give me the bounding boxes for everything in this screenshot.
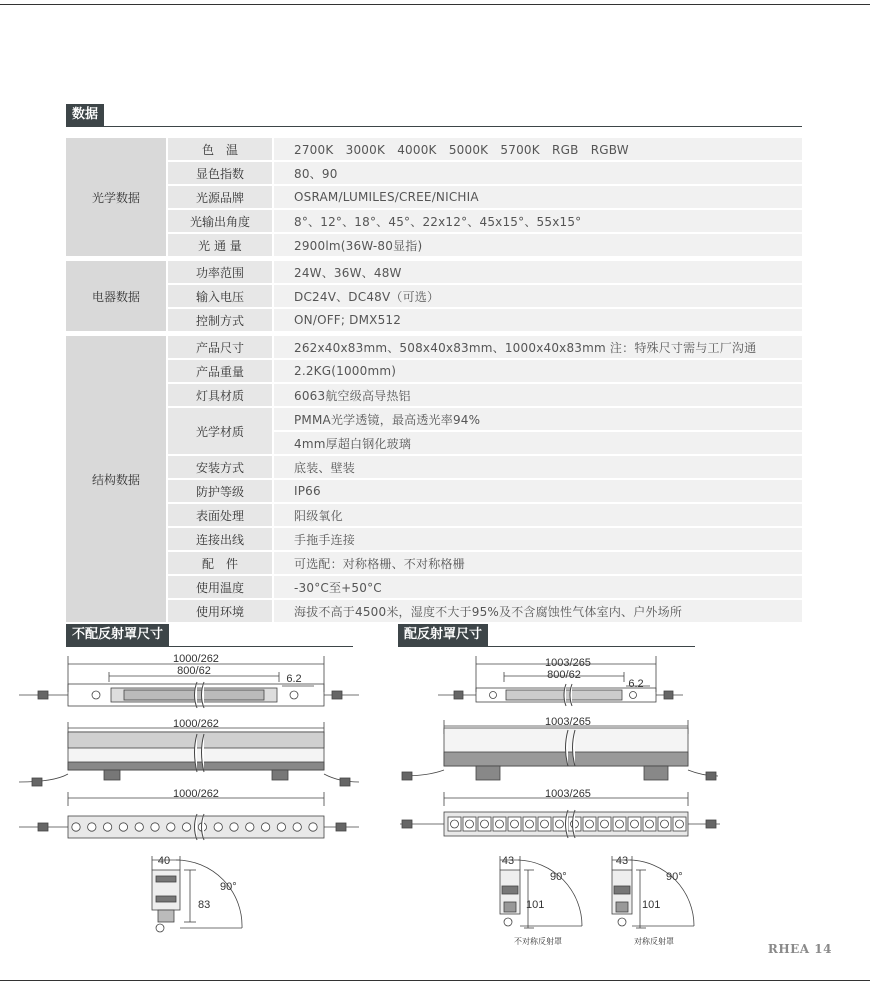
led-lens-dot (293, 823, 301, 831)
left-dim-front: 1000/262 (173, 788, 219, 800)
led-lens-dot (586, 820, 594, 828)
spec-label: 使用环境 (168, 600, 274, 622)
left-dim-total: 1000/262 (173, 653, 219, 665)
led-lens-dot (214, 823, 222, 831)
spec-label: 产品尺寸 (168, 336, 274, 358)
right-sym-end-height: 101 (642, 899, 661, 911)
left-dim-small: 6.2 (286, 673, 302, 685)
spec-row (66, 234, 802, 256)
led-lens-dot (466, 820, 474, 828)
spec-label: 光 通 量 (168, 234, 274, 256)
led-lens-dot (601, 820, 609, 828)
led-lens-dot (556, 820, 564, 828)
spec-row (66, 408, 802, 430)
spec-value: 底装、壁装 (274, 456, 802, 478)
led-lens-dot (72, 823, 80, 831)
led-lens-dot (661, 820, 669, 828)
led-lens-dot (676, 820, 684, 828)
led-lens-dot (119, 823, 127, 831)
top-rule (0, 4, 870, 5)
right-end-view-asym-drawing (488, 850, 598, 950)
spec-label: 防护等级 (168, 480, 274, 502)
caption-asym: 不对称反射罩 (514, 937, 562, 946)
spec-row (66, 186, 802, 208)
spec-label: 光输出角度 (168, 210, 274, 232)
spec-value: OSRAM/LUMILES/CREE/NICHIA (274, 186, 802, 208)
led-lens-dot (182, 823, 190, 831)
spec-value: ON/OFF; DMX512 (274, 309, 802, 331)
right-dim-small: 6.2 (628, 678, 644, 690)
spec-label: 显色指数 (168, 162, 274, 184)
spec-row (66, 552, 802, 574)
left-top-view-drawing (14, 652, 364, 714)
spec-value: PMMA光学透镜，最高透光率94% (274, 408, 802, 430)
data-section-title: 数据 (66, 104, 104, 126)
group-separator (66, 258, 802, 259)
spec-value: 80、90 (274, 162, 802, 184)
spec-label: 控制方式 (168, 309, 274, 331)
spec-table (66, 136, 802, 624)
spec-row (66, 576, 802, 598)
left-angle: 90° (220, 881, 237, 893)
led-lens-dot (151, 823, 159, 831)
spec-label: 色 温 (168, 138, 274, 160)
left-dim-inner: 800/62 (177, 665, 211, 677)
with-reflector-line (398, 646, 695, 647)
led-lens-dot (88, 823, 96, 831)
left-dim-side: 1000/262 (173, 718, 219, 730)
spec-label: 光学材质 (168, 408, 274, 454)
with-reflector-title: 配反射罩尺寸 (398, 624, 488, 646)
spec-value: IP66 (274, 480, 802, 502)
spec-row (66, 384, 802, 406)
spec-value: 8°、12°、18°、45°、22x12°、45x15°、55x15° (274, 210, 802, 232)
right-front-view-drawing (398, 786, 728, 846)
spec-value: 6063航空级高导热铝 (274, 384, 802, 406)
bottom-rule (0, 980, 870, 981)
led-lens-dot (230, 823, 238, 831)
spec-value: 24W、36W、48W (274, 261, 802, 283)
led-lens-dot (481, 820, 489, 828)
led-lens-dot (496, 820, 504, 828)
group-label: 光学数据 (66, 138, 168, 256)
no-reflector-line (66, 646, 353, 647)
group-label: 结构数据 (66, 336, 168, 622)
no-reflector-title: 不配反射罩尺寸 (66, 624, 169, 646)
led-lens-dot (309, 823, 317, 831)
spec-value: 2700K 3000K 4000K 5000K 5700K RGB RGBW (274, 138, 802, 160)
spec-row (66, 210, 802, 232)
spec-label: 使用温度 (168, 576, 274, 598)
spec-value: -30°C至+50°C (274, 576, 802, 598)
led-lens-dot (277, 823, 285, 831)
right-asym-end-height: 101 (526, 899, 545, 911)
right-asym-end-width: 43 (501, 855, 515, 867)
spec-value: 阳级氧化 (274, 504, 802, 526)
spec-label: 光源品牌 (168, 186, 274, 208)
spec-value: DC24V、DC48V（可选） (274, 285, 802, 307)
left-side-view-drawing (14, 716, 364, 792)
led-lens-dot (526, 820, 534, 828)
group-label: 电器数据 (66, 261, 168, 331)
right-dim-total: 1003/265 (545, 657, 591, 669)
led-lens-dot (646, 820, 654, 828)
spec-label: 安装方式 (168, 456, 274, 478)
spec-label: 功率范围 (168, 261, 274, 283)
spec-value: 2.2KG(1000mm) (274, 360, 802, 382)
spec-label: 灯具材质 (168, 384, 274, 406)
right-dim-side: 1003/265 (545, 716, 591, 728)
spec-label: 产品重量 (168, 360, 274, 382)
spec-label: 配 件 (168, 552, 274, 574)
spec-value: 2900lm(36W-80显指) (274, 234, 802, 256)
spec-row (66, 600, 802, 622)
spec-row (66, 504, 802, 526)
led-lens-dot (103, 823, 111, 831)
right-dim-front: 1003/265 (545, 788, 591, 800)
group-separator (66, 333, 802, 334)
led-lens-dot (541, 820, 549, 828)
caption-sym: 对称反射罩 (634, 937, 674, 946)
right-side-view-drawing (398, 714, 728, 790)
spec-row (66, 360, 802, 382)
spec-label: 连接出线 (168, 528, 274, 550)
spec-value: 海拔不高于4500米，湿度不大于95%及不含腐蚀性气体室内、户外场所 (274, 600, 802, 622)
left-end-width: 40 (157, 855, 171, 867)
right-sym-angle: 90° (666, 871, 683, 883)
spec-value: 4mm厚超白钢化玻璃 (274, 432, 802, 454)
right-top-view-drawing (398, 652, 718, 714)
spec-row (66, 480, 802, 502)
right-end-view-sym-drawing (604, 850, 714, 950)
spec-label: 输入电压 (168, 285, 274, 307)
led-lens-dot (167, 823, 175, 831)
spec-row (66, 309, 802, 331)
spec-row (66, 336, 802, 358)
spec-row (66, 528, 802, 550)
left-end-view-drawing (136, 850, 256, 940)
spec-row (66, 261, 802, 283)
spec-value: 262x40x83mm、508x40x83mm、1000x40x83mm 注：特殊尺寸需与工厂沟通 (274, 336, 802, 358)
data-section-line (66, 126, 802, 127)
led-lens-dot (631, 820, 639, 828)
led-lens-dot (511, 820, 519, 828)
page-footer: RHEA 14 (767, 942, 832, 956)
led-lens-dot (451, 820, 459, 828)
left-end-height: 83 (198, 899, 211, 911)
led-lens-dot (246, 823, 254, 831)
led-lens-dot (135, 823, 143, 831)
spec-row (66, 456, 802, 478)
spec-row (66, 162, 802, 184)
spec-value: 可选配：对称格栅、不对称格栅 (274, 552, 802, 574)
right-sym-end-width: 43 (615, 855, 629, 867)
spec-value: 手拖手连接 (274, 528, 802, 550)
right-asym-angle: 90° (550, 871, 567, 883)
right-dim-inner: 800/62 (547, 669, 581, 681)
left-front-view-drawing (14, 786, 364, 846)
spec-row (66, 138, 802, 160)
spec-label: 表面处理 (168, 504, 274, 526)
spec-row (66, 285, 802, 307)
led-lens-dot (261, 823, 269, 831)
led-lens-dot (616, 820, 624, 828)
